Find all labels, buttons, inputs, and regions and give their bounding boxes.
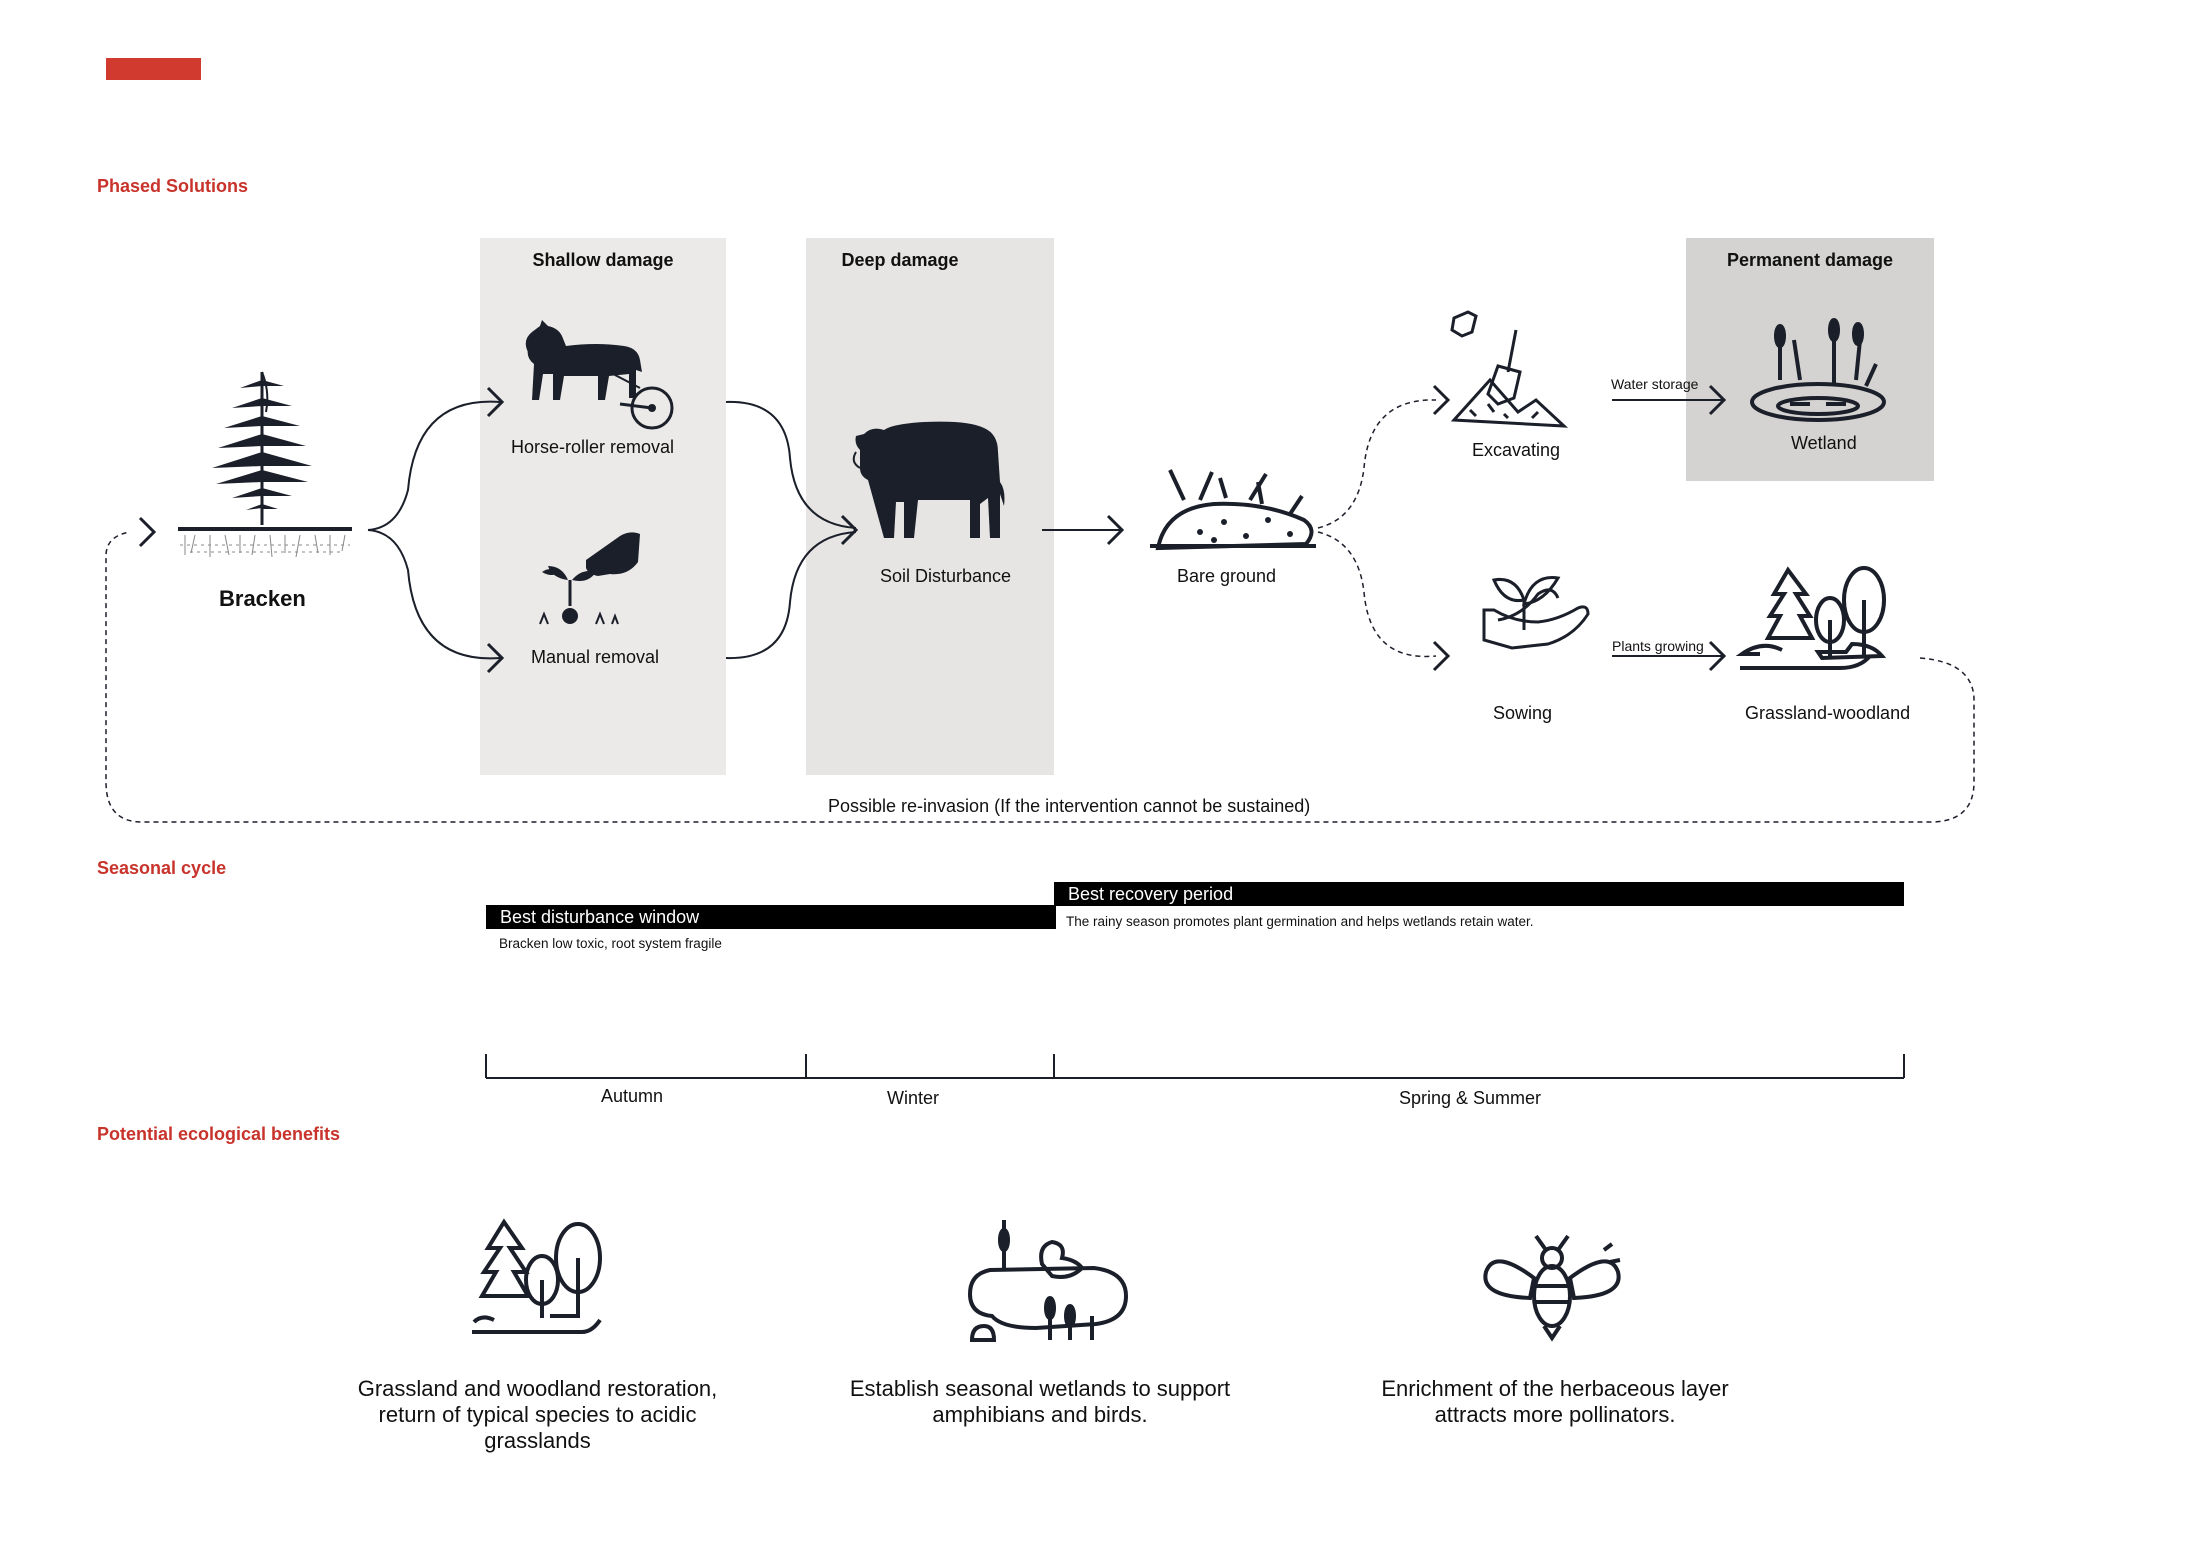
benefit-grassland-text: Grassland and woodland restoration, return of typical species to acidic grasslands bbox=[357, 1376, 718, 1453]
disturbance-window-bar bbox=[486, 905, 1056, 929]
section-title-phased: Phased Solutions bbox=[97, 176, 249, 196]
shovel-icon bbox=[1452, 312, 1564, 426]
wetland-icon bbox=[1752, 320, 1884, 420]
season-axis bbox=[486, 1054, 1904, 1078]
benefit-wetland-text: Establish seasonal wetlands to support amphibians and birds. bbox=[849, 1376, 1231, 1427]
horse-roller-icon bbox=[526, 320, 672, 428]
bare-ground-label: Bare ground bbox=[1177, 566, 1277, 586]
shallow-damage-label: Shallow damage bbox=[532, 250, 674, 270]
recovery-note: The rainy season promotes plant germination and helps wetlands retain water. bbox=[1066, 914, 1534, 929]
section-title-seasonal: Seasonal cycle bbox=[97, 858, 227, 878]
roots-icon bbox=[180, 535, 350, 557]
season-winter: Winter bbox=[886, 1088, 939, 1108]
wetland-label: Wetland bbox=[1791, 433, 1857, 453]
bracken-label: Bracken bbox=[219, 586, 306, 611]
water-storage-label: Water storage bbox=[1611, 376, 1699, 392]
sowing-label: Sowing bbox=[1493, 703, 1553, 723]
deep-damage-label: Deep damage bbox=[841, 250, 959, 270]
benefit-pollinators-text: Enrichment of the herbaceous layer attracts more pollinators. bbox=[1381, 1376, 1729, 1427]
disturbance-note: Bracken low toxic, root system fragile bbox=[499, 936, 722, 951]
cow-icon bbox=[854, 422, 1005, 538]
bare-ground-icon bbox=[1150, 470, 1316, 548]
manual-removal-label: Manual removal bbox=[531, 647, 660, 667]
forest-icon bbox=[472, 1222, 600, 1332]
fern-icon bbox=[178, 372, 352, 531]
season-spring-summer: Spring & Summer bbox=[1398, 1088, 1542, 1108]
recovery-period-bar bbox=[1054, 882, 1904, 906]
excavating-label: Excavating bbox=[1472, 440, 1561, 460]
wetland-bird-icon bbox=[970, 1220, 1126, 1340]
plants-growing-label: Plants growing bbox=[1612, 638, 1704, 654]
soil-disturbance-label: Soil Disturbance bbox=[880, 566, 1012, 586]
sowing-hand-icon bbox=[1484, 578, 1588, 648]
reinvasion-label: Possible re-invasion (If the intervention cannot be sustained) bbox=[828, 796, 1311, 816]
grassland-woodland-label: Grassland-woodland bbox=[1745, 703, 1911, 723]
dashed-arrows bbox=[106, 400, 1974, 822]
season-autumn: Autumn bbox=[600, 1086, 664, 1106]
recovery-period-label: Best recovery period bbox=[1068, 884, 1234, 904]
hand-pulling-icon bbox=[540, 532, 640, 624]
bee-icon bbox=[1485, 1236, 1620, 1338]
permanent-damage-label: Permanent damage bbox=[1726, 250, 1894, 270]
horse-roller-label: Horse-roller removal bbox=[511, 437, 675, 457]
disturbance-window-label: Best disturbance window bbox=[500, 907, 700, 927]
forest-icon bbox=[1740, 568, 1884, 668]
section-title-benefits: Potential ecological benefits bbox=[97, 1124, 341, 1144]
